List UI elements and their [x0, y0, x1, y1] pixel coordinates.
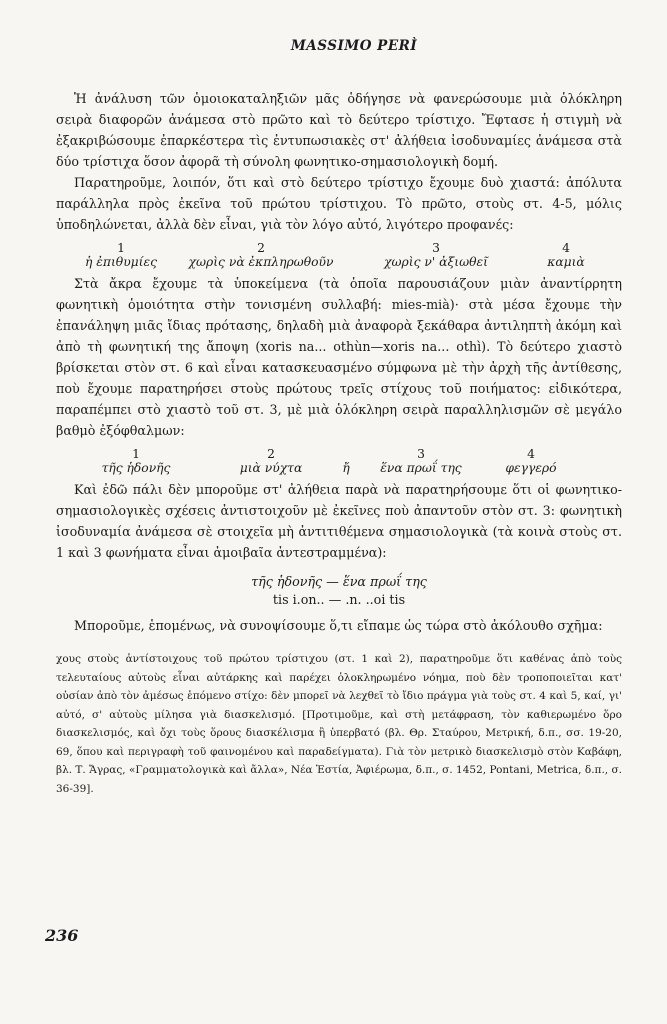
schema2-num-1: 1	[132, 447, 140, 461]
phonetic-pair	[56, 573, 622, 609]
page	[56, 38, 622, 798]
paragraph-1: Ἡ ἀνάλυση τῶν ὁμοιοκαταληξιῶν μᾶς ὁδήγησε νὰ φανερώσουμε μιὰ ὁλόκληρη σειρὰ διαφορῶν ἀνάμεσα στὸ πρῶτο καὶ τὸ δεύτερο τρίστιχο. Ἔφτασε ἡ στιγμὴ νὰ ἐξακριβώσουμε ἐπαρκέστερα τὶς ἐντυπωσιακὲς στ' ἀλήθεια ἰσοδυναμίες ἀνάμεσα στὰ δύο τρίστιχα ὅσον ἀφορᾶ τὴ σύνολη φωνητικο-σημασιολογικὴ δομή.	[56, 91, 622, 169]
schema2-word-or: ἤ	[342, 461, 350, 475]
running-header: MASSIMO PERÌ	[290, 38, 418, 54]
schema1-num-1: 1	[117, 241, 125, 255]
paragraph-2: Παρατηροῦμε, λοιπόν, ὅτι καὶ στὸ δεύτερο τρίστιχο ἔχουμε δυὸ χιαστά: ἀπόλυτα παράλληλα πρὸς ἐκεῖνα τοῦ πρώτου τρίστιχου. Τὸ πρῶτο, στοὺς στ. 4-5, μόλις ὑποδηλώνεται, ἀλλὰ δὲν εἶναι, γιὰ τὸν λόγο αὐτό, λιγότερο προφανές:	[56, 175, 622, 232]
schema2-word-1: τῆς ἡδονῆς	[101, 461, 171, 475]
schema2-num-2: 2	[267, 447, 275, 461]
schema2-word-2: μιὰ νύχτα	[239, 461, 303, 475]
phonetic-pair-greek: τῆς ἡδονῆς — ἕνα πρωΐ της	[251, 574, 427, 589]
paragraph-3: Στὰ ἄκρα ἔχουμε τὰ ὑποκείμενα (τὰ ὁποῖα παρουσιάζουν μιὰν ἀναντίρρητη φωνητικὴ ὁμοιότητα στὴν τονισμένη συλλαβή: mies-mià)· στὰ μέσα ἔχουμε τὴν ἐπανάληψη μιᾶς ἴδιας πρότασης, δηλαδὴ μιὰ ἀναφορὰ ξεκάθαρα ἀντιληπτὴ ἀκόμη καὶ ἀπὸ τὴ φωνητική της ἄποψη (xoris na... othùn—xoris na... othì). Τὸ δεύτερο χιαστὸ βρίσκεται στὸν στ. 6 καὶ εἶναι κατασκευασμένο σύμφωνα μὲ τὴν ἀρχὴ τῆς ἀντίθεσης, ποὺ ἔχουμε παρατηρήσει στοὺς πρώτους τρεῖς στίχους τοῦ ποιήματος: εἰδικότερα, παραπέμπει στὸ χιαστὸ τοῦ στ. 3, μὲ μιὰ ὁλόκληρη σειρὰ παραλληλισμῶν σὲ μεγάλο βαθμὸ ἐξόφθαλμων:	[56, 276, 622, 438]
phonetic-pair-latin: tis i.on.. — .n. ..oi tis	[272, 592, 406, 607]
schema2-word-3: ἕνα πρωΐ της	[380, 461, 462, 475]
paragraph-4: Καὶ ἐδῶ πάλι δὲν μποροῦμε στ' ἀλήθεια παρὰ νὰ παρατηρήσουμε ὅτι οἱ φωνητικο-σημασιολογικὲς σχέσεις ἀντιστοιχοῦν μὲ ἐκεῖνες ποὺ ἀπαντοῦν στὸν στ. 3: φωνητικὴ ἰσοδυναμία ἀνάμεσα σὲ στοιχεῖα μὴ ἀντιτιθέμενα σημασιολογικὰ (τὰ κοινὰ στοὺς στ. 1 καὶ 3 φωνήματα εἶναι ἀμοιβαῖα ἀντεστραμμένα):	[56, 482, 622, 560]
schema1-num-4: 4	[562, 241, 570, 255]
page-number: 236	[45, 926, 79, 945]
schema1-word-4: καμιὰ	[547, 255, 585, 269]
schema1-word-2: χωρὶς νὰ ἐκπληρωθοῦν	[188, 255, 334, 269]
paragraph-5: Μποροῦμε, ἑπομένως, νὰ συνοψίσουμε ὅ,τι εἴπαμε ὡς τώρα στὸ ἀκόλουθο σχῆμα:	[74, 618, 603, 633]
schema2-num-4: 4	[527, 447, 535, 461]
schema1-num-3: 3	[432, 241, 440, 255]
chiasmus-schema-2	[56, 447, 622, 475]
schema1-num-2: 2	[257, 241, 265, 255]
schema2-word-4: φεγγερό	[505, 461, 557, 475]
schema1-word-3: χωρὶς ν' ἀξιωθεῖ	[384, 255, 488, 269]
chiasmus-schema-1	[56, 241, 622, 269]
schema1-word-1: ἡ ἐπιθυμίες	[85, 255, 157, 269]
footnote: χους στοὺς ἀντίστοιχους τοῦ πρώτου τρίστιχου (στ. 1 καὶ 2), παρατηροῦμε ὅτι καθένας ἀπὸ τοὺς τελευταίους αὐτοὺς εἶναι αὐτάρκης καὶ παρέχει ὁλοκληρωμένο νόημα, ποὺ δὲν τροποποιεῖται κατ' οὐσίαν ἀπὸ τὸν ἀμέσως ἑπόμενο στίχο: δὲν μπορεῖ νὰ λεχθεῖ τὸ ἴδιο πράγμα γιὰ τοὺς στ. 4 καὶ 5, καί, γι' αὐτό, σ' αὐτοὺς μίλησα γιὰ διασκελισμό. [Προτιμοῦμε, καὶ στὴ μετάφραση, τὸν καθιερωμένο ὅρο διασκελισμός, καὶ ὄχι τοὺς ὅρους διασκέλισμα ἢ ὑπερβατό (βλ. Θρ. Σταύρου, Μετρική, δ.π., σσ. 19-20, 69, ὅπου καὶ περιγραφὴ τοῦ φαινομένου καὶ παραδείγματα). Γιὰ τὸν μετρικὸ διασκελισμὸ στὸν Καβάφη, βλ. Τ. Ἄγρας, «Γραμματολογικὰ καὶ ἄλλα», Νέα Ἑστία, Ἀφιέρωμα, δ.π., σ. 1452, Pontani, Metrica, δ.π., σ. 36-39].	[56, 653, 622, 795]
schema2-num-3: 3	[417, 447, 425, 461]
